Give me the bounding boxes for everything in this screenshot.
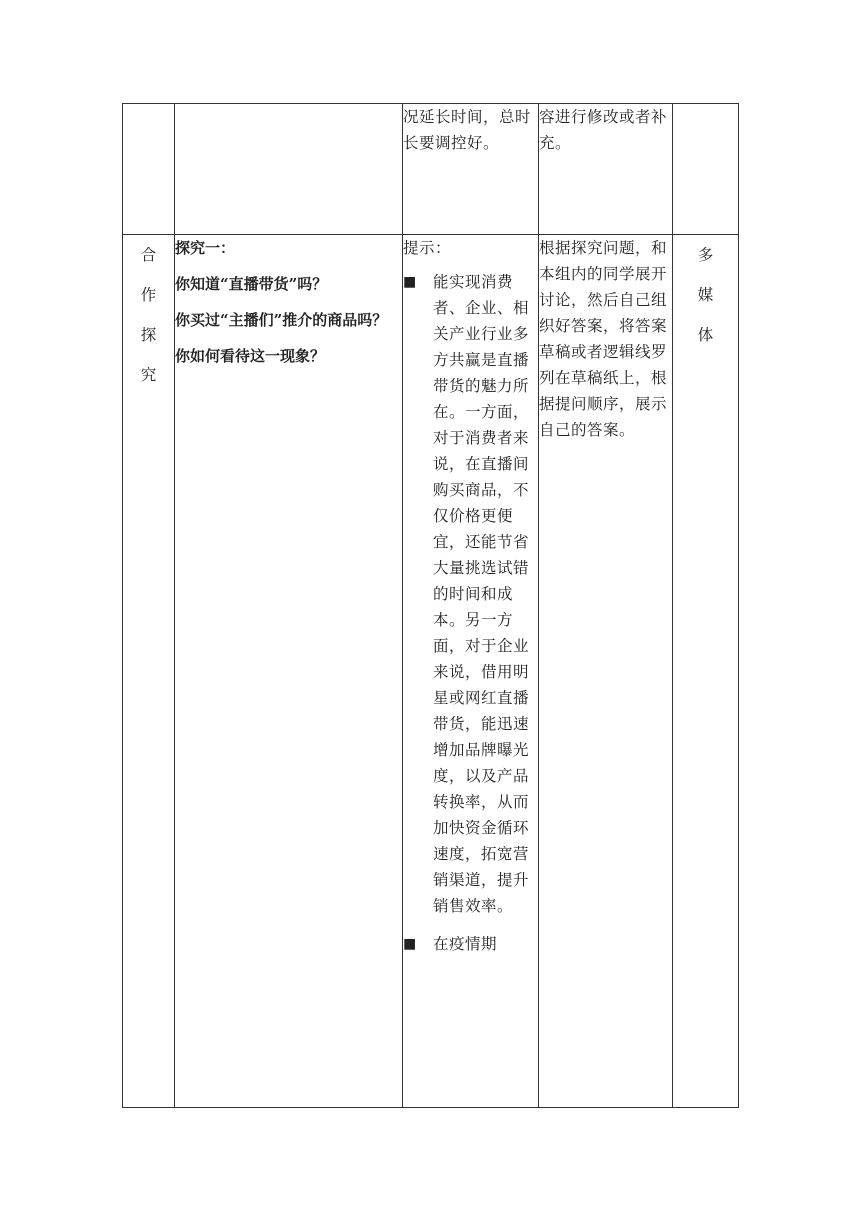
student-activity-cell	[539, 104, 673, 235]
stage-char: 究	[140, 366, 157, 384]
table-row	[123, 104, 739, 235]
teacher-hint-cell	[403, 235, 539, 1108]
hint-title: 提示：	[403, 239, 452, 257]
lesson-plan-table	[122, 103, 739, 1108]
stage-char: 合	[140, 246, 157, 264]
hint-bullet-text: 能实现消费者、企业、相关产业行业多方共赢是直播带货的魅力所在。一方面，对于消费者来说，在直播间购买商品，不仅价格更便宜，还能节省大量挑选试错的时间和成本。另一方面，对于企业来说，借用明星或网红直播带货，能迅速增加品牌曝光度，以及产品转换率，从而加快资金循环速度，拓宽营销渠道，提升销售效率。	[433, 273, 530, 915]
student-activity-cell	[539, 235, 673, 1108]
student-activity-text: 容进行修改或者补充。	[539, 108, 668, 152]
teacher-activity-cell	[403, 104, 539, 235]
table-row	[123, 235, 739, 1108]
student-activity-text: 根据探究问题，和本组内的同学展开讨论，然后自己组织好答案，将答案草稿或者逻辑线罗列在草稿纸上，根据提问顺序，展示自己的答案。	[539, 239, 668, 439]
content-cell-empty	[175, 104, 403, 235]
bullet-square-icon: ■	[403, 274, 417, 290]
stage-char: 作	[140, 286, 157, 304]
media-cell-empty	[673, 104, 739, 235]
bullet-square-icon: ■	[403, 936, 417, 952]
inquiry-heading: 探究一：	[175, 239, 236, 257]
inquiry-question: 你知道“直播带货”吗？	[175, 275, 328, 293]
hint-bullet-text: 在疫情期	[433, 935, 498, 953]
media-char: 多	[697, 246, 714, 264]
inquiry-question: 你买过“主播们”推介的商品吗？	[175, 311, 388, 329]
hint-bullet	[403, 269, 538, 919]
stage-char: 探	[140, 326, 157, 344]
stage-cell	[123, 235, 175, 1108]
inquiry-question: 你如何看待这一现象？	[175, 347, 326, 365]
media-char: 体	[697, 326, 714, 344]
media-cell	[673, 235, 739, 1108]
media-char: 媒	[697, 286, 714, 304]
inquiry-questions-cell	[175, 235, 403, 1108]
hint-bullet	[403, 931, 538, 957]
teacher-activity-text: 况延长时间，总时长要调控好。	[403, 108, 532, 152]
stage-cell-empty	[123, 104, 175, 235]
